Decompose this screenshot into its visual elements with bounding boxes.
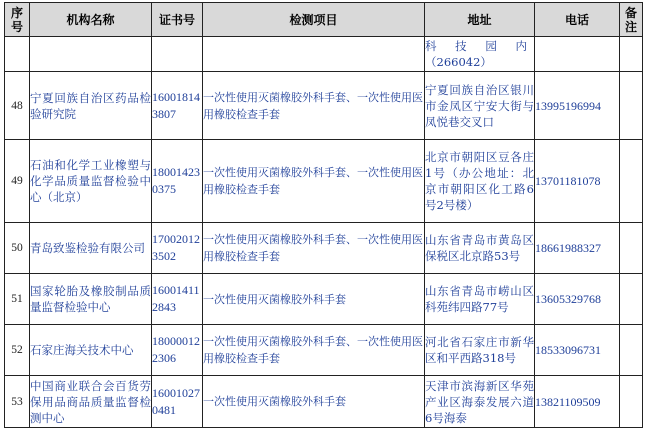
row-cert: 180000122306 xyxy=(152,325,203,376)
header-cert: 证书号 xyxy=(152,3,203,37)
row-address: 山东省青岛市崂山区科苑纬四路77号 xyxy=(425,274,535,325)
row-note xyxy=(620,376,643,428)
row-seq: 51 xyxy=(5,274,30,325)
header-row xyxy=(5,3,643,37)
row-name: 石油和化学工业橡塑与化学品质量监督检验中心（北京） xyxy=(30,140,152,223)
row-cert: 180014230375 xyxy=(152,140,203,223)
row-phone: 13701181078 xyxy=(535,140,620,223)
row-cert: 160014112843 xyxy=(152,274,203,325)
header-seq: 序号 xyxy=(5,3,30,37)
row-cert: 160010270481 xyxy=(152,376,203,428)
continuation-address: 科技园内 （266042） xyxy=(425,37,535,72)
row-note xyxy=(620,140,643,223)
header-phone: 电话 xyxy=(535,3,620,37)
row-phone: 13995196994 xyxy=(535,72,620,140)
header-name: 机构名称 xyxy=(30,3,152,37)
table-row xyxy=(5,72,643,140)
row-items: 一次性使用灭菌橡胶外科手套、一次性使用医用橡胶检查手套 xyxy=(203,325,425,376)
row-note xyxy=(620,72,643,140)
row-address: 北京市朝阳区豆各庄1号（办公地址：北京市朝阳区化工路6号2号楼） xyxy=(425,140,535,223)
row-name: 宁夏回族自治区药品检验研究院 xyxy=(30,72,152,140)
table-row xyxy=(5,223,643,274)
row-note xyxy=(620,325,643,376)
row-cert: 160018143807 xyxy=(152,72,203,140)
table-row xyxy=(5,274,643,325)
continuation-row xyxy=(5,37,643,72)
row-seq: 53 xyxy=(5,376,30,428)
row-name: 石家庄海关技术中心 xyxy=(30,325,152,376)
row-name: 中国商业联合会百货劳保用品商品质量监督检测中心 xyxy=(30,376,152,428)
row-items: 一次性使用灭菌橡胶外科手套 xyxy=(203,376,425,428)
row-note xyxy=(620,274,643,325)
row-items: 一次性使用灭菌橡胶外科手套 xyxy=(203,274,425,325)
row-items: 一次性使用灭菌橡胶外科手套、一次性使用医用橡胶检查手套 xyxy=(203,223,425,274)
row-address: 天津市滨海新区华苑产业区海泰发展六道6号海泰 xyxy=(425,376,535,428)
row-phone: 18661988327 xyxy=(535,223,620,274)
row-note xyxy=(620,223,643,274)
table-row xyxy=(5,376,643,428)
header-items: 检测项目 xyxy=(203,3,425,37)
row-name: 青岛致鉴检验有限公司 xyxy=(30,223,152,274)
row-address: 河北省石家庄市新华区和平西路318号 xyxy=(425,325,535,376)
row-phone: 13821109509 xyxy=(535,376,620,428)
row-items: 一次性使用灭菌橡胶外科手套、一次性使用医用橡胶检查手套 xyxy=(203,140,425,223)
table-row xyxy=(5,325,643,376)
institution-table xyxy=(4,2,643,428)
header-note: 备注 xyxy=(620,3,643,37)
row-items: 一次性使用灭菌橡胶外科手套、一次性使用医用橡胶检查手套 xyxy=(203,72,425,140)
header-address: 地址 xyxy=(425,3,535,37)
row-cert: 170020123502 xyxy=(152,223,203,274)
row-address: 宁夏回族自治区银川市金凤区宁安大街与凤悦巷交叉口 xyxy=(425,72,535,140)
row-seq: 50 xyxy=(5,223,30,274)
row-seq: 49 xyxy=(5,140,30,223)
row-address: 山东省青岛市黄岛区保税区北京路53号 xyxy=(425,223,535,274)
row-seq: 48 xyxy=(5,72,30,140)
table-row xyxy=(5,140,643,223)
row-seq: 52 xyxy=(5,325,30,376)
row-phone: 13605329768 xyxy=(535,274,620,325)
row-phone: 18533096731 xyxy=(535,325,620,376)
row-name: 国家轮胎及橡胶制品质量监督检验中心 xyxy=(30,274,152,325)
